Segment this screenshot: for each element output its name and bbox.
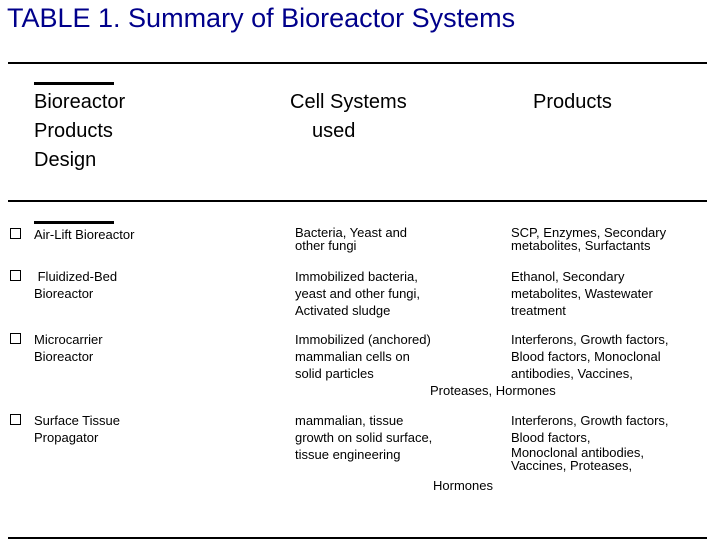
row-2-products-line-3: treatment <box>511 303 566 318</box>
row-3-cells-line-2: mammalian cells on <box>295 349 410 364</box>
header-products <box>533 88 612 117</box>
header-design-line-2: Products <box>34 120 113 142</box>
row-2-cells-line-1: Immobilized bacteria, <box>295 269 418 284</box>
row-4-design-line-2: Propagator <box>34 430 99 445</box>
bottom-rule <box>8 537 707 539</box>
row-1-cells-line-1: Bacteria, Yeast and <box>295 225 408 240</box>
row-4-cells <box>295 412 432 463</box>
row-1-cells-line-2: other fungi <box>295 238 357 253</box>
header-design-line-1: Bioreactor <box>34 91 126 113</box>
row-2-products-line-1: Ethanol, Secondary <box>511 269 625 284</box>
row-4-products-line-2: Blood factors, <box>511 430 591 445</box>
row-4-design <box>34 412 120 446</box>
row-2-design-line-2: Bioreactor <box>34 286 94 301</box>
row-3-cells <box>295 331 431 382</box>
bullet-box-icon <box>10 414 21 425</box>
row-2-design-line-1: Fluidized-Bed <box>34 269 118 284</box>
row-3-cells-line-1: Immobilized (anchored) <box>295 332 431 347</box>
header-cells-line-1: Cell Systems <box>290 91 407 113</box>
row-3-design <box>34 331 103 365</box>
row-3-design-line-2: Bioreactor <box>34 349 94 364</box>
row-short-rule <box>34 221 114 224</box>
row-2-cells <box>295 268 420 319</box>
row-3-products-line-2: Blood factors, Monoclonal <box>511 349 661 364</box>
row-1-products-line-2: metabolites, Surfactants <box>511 238 651 253</box>
row-4-design-line-1: Surface Tissue <box>34 413 120 428</box>
row-3-design-line-1: Microcarrier <box>34 332 103 347</box>
row-3-cells-line-3: solid particles <box>295 366 374 381</box>
row-1-products-line-1: SCP, Enzymes, Secondary <box>511 225 667 240</box>
header-cells <box>290 88 407 146</box>
row-2-design <box>34 268 117 302</box>
header-design <box>34 88 125 175</box>
bullet-box-icon <box>10 228 21 239</box>
row-1-cells <box>295 226 407 253</box>
row-1-design-line-1: Air-Lift Bioreactor <box>34 227 135 242</box>
row-3-products-line-1: Interferons, Growth factors, <box>511 332 669 347</box>
header-cells-line-2: used <box>312 120 356 142</box>
row-4-cells-line-1: mammalian, tissue <box>295 413 404 428</box>
header-rule <box>8 200 707 202</box>
row-3-products <box>511 331 669 382</box>
row-4-products <box>511 412 669 473</box>
row-2-products <box>511 268 653 319</box>
page-title: TABLE 1. Summary of Bioreactor Systems <box>7 3 516 33</box>
row-2-cells-line-2: yeast and other fungi, <box>295 286 421 301</box>
row-4-cells-line-3: tissue engineering <box>295 447 401 462</box>
row-4-products-tail: Hormones <box>433 478 493 493</box>
row-4-products-line-1: Interferons, Growth factors, <box>511 413 669 428</box>
row-3-products-line-3: antibodies, Vaccines, <box>511 366 633 381</box>
row-3-products-tail: Proteases, Hormones <box>430 383 556 398</box>
row-4-products-line-3: Monoclonal antibodies, <box>511 445 644 460</box>
row-1-products <box>511 226 666 253</box>
row-4-cells-line-2: growth on solid surface, <box>295 430 433 445</box>
row-4-products-line-4: Vaccines, Proteases, <box>511 458 633 473</box>
top-rule <box>8 62 707 64</box>
header-products-line-1: Products <box>533 91 612 113</box>
bullet-box-icon <box>10 270 21 281</box>
header-design-line-3: Design <box>34 149 97 171</box>
bullet-box-icon <box>10 333 21 344</box>
header-short-rule <box>34 82 114 85</box>
row-1-design <box>34 226 134 243</box>
row-2-products-line-2: metabolites, Wastewater <box>511 286 653 301</box>
row-2-cells-line-3: Activated sludge <box>295 303 391 318</box>
